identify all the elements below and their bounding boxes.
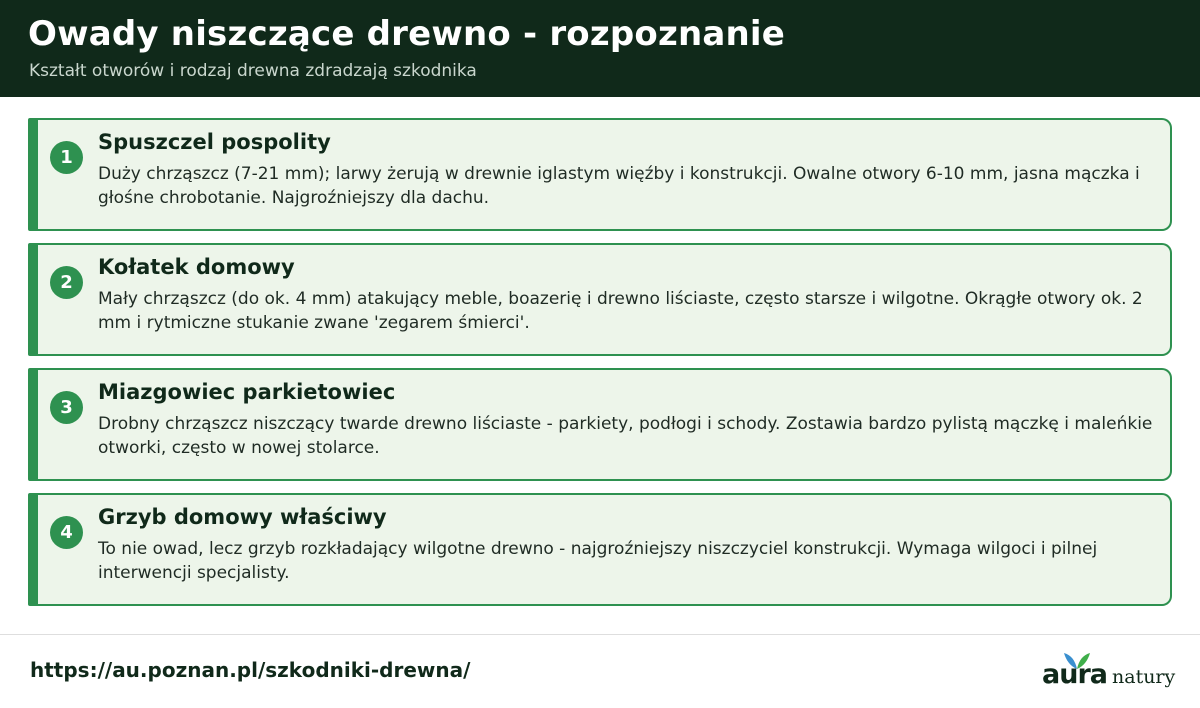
- header-banner: [0, 0, 1200, 97]
- pest-card-list: [28, 118, 1172, 618]
- card-title: Kołatek domowy: [98, 255, 295, 279]
- brand-name: aura: [1042, 659, 1107, 690]
- card-title: Miazgowiec parkietowiec: [98, 380, 396, 404]
- card-title: Grzyb domowy właściwy: [98, 505, 387, 529]
- brand-logo: [1040, 648, 1175, 693]
- footer-divider: [0, 634, 1200, 635]
- source-link[interactable]: https://au.poznan.pl/szkodniki-drewna/: [30, 658, 471, 682]
- card-description: Mały chrząszcz (do ok. 4 mm) atakujący meble, boazerię i drewno liściaste, często starsze i wilgotne. Okrągłe otwory ok. 2 mm i rytmiczne stukanie zwane 'zegarem śmierci'.: [98, 289, 1143, 333]
- pest-card: [28, 243, 1172, 356]
- page-title: Owady niszczące drewno - rozpoznanie: [28, 14, 786, 54]
- card-description: Duży chrząszcz (7-21 mm); larwy żerują w drewnie iglastym więźby i konstrukcji. Owalne otwory 6-10 mm, jasna mączka i głośne chrobotanie. Najgroźniejszy dla dachu.: [98, 164, 1140, 208]
- brand-tagline: natury: [1112, 666, 1176, 688]
- card-number-badge: 3: [50, 391, 83, 424]
- pest-card: [28, 493, 1172, 606]
- card-title: Spuszczel pospolity: [98, 130, 331, 154]
- page-subtitle: Kształt otworów i rodzaj drewna zdradzają szkodnika: [29, 61, 477, 81]
- card-description: Drobny chrząszcz niszczący twarde drewno liściaste - parkiety, podłogi i schody. Zostawia bardzo pylistą mączkę i maleńkie otworki, często w nowej stolarce.: [98, 414, 1153, 458]
- card-number-badge: 2: [50, 266, 83, 299]
- pest-card: [28, 118, 1172, 231]
- card-description: To nie owad, lecz grzyb rozkładający wilgotne drewno - najgroźniejszy niszczyciel konstrukcji. Wymaga wilgoci i pilnej interwencji specjalisty.: [98, 539, 1098, 583]
- pest-card: [28, 368, 1172, 481]
- card-number-badge: 1: [50, 141, 83, 174]
- card-number-badge: 4: [50, 516, 83, 549]
